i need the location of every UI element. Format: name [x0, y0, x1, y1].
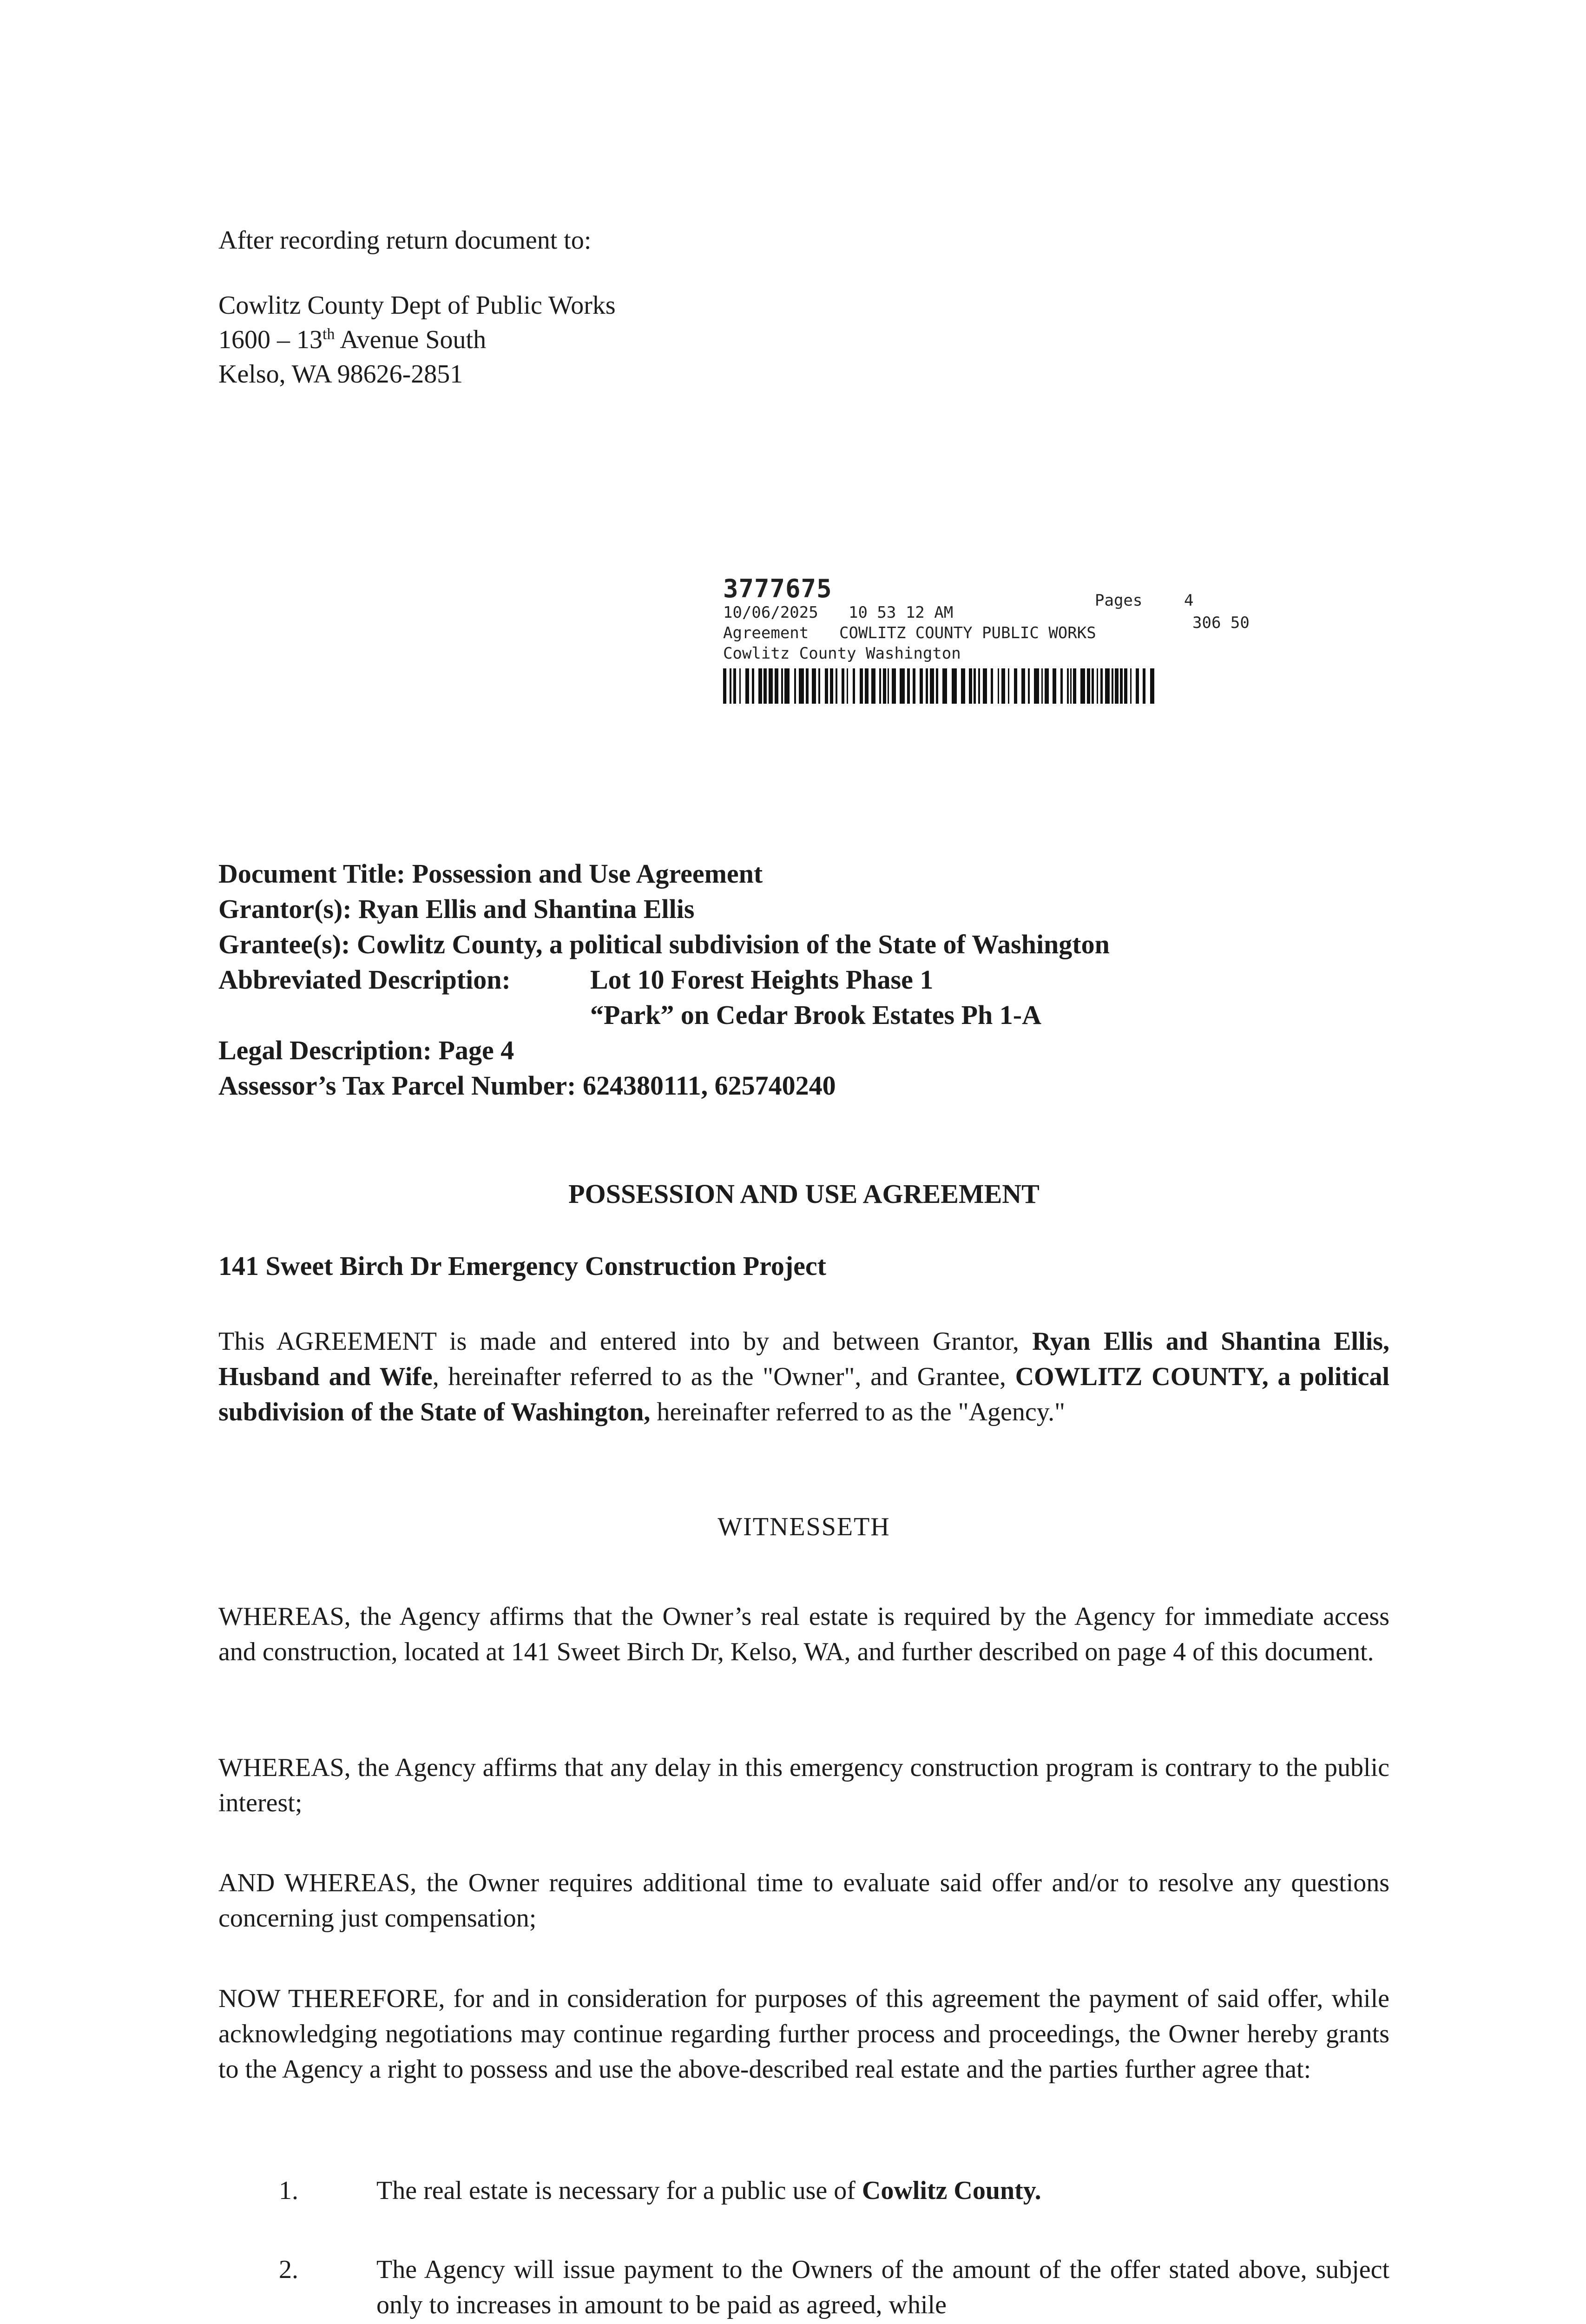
- barcode-bar: [1112, 668, 1113, 704]
- barcode-bar: [812, 668, 816, 704]
- pages-value: 4: [1184, 591, 1194, 610]
- barcode-bar: [1087, 668, 1090, 704]
- barcode-bar: [1008, 668, 1009, 704]
- barcode-bar: [1034, 668, 1039, 704]
- barcode-bar: [1080, 668, 1085, 704]
- return-address-block: [218, 223, 616, 391]
- return-line-2: 1600 – 13th Avenue South: [218, 325, 487, 354]
- recording-county: Cowlitz County Washington: [723, 644, 961, 663]
- barcode-bar: [1143, 668, 1145, 704]
- project-name: 141 Sweet Birch Dr Emergency Construction Project: [218, 1251, 826, 1281]
- barcode-bar: [799, 668, 804, 704]
- barcode-bar: [784, 668, 790, 704]
- barcode-bar: [1070, 668, 1072, 704]
- barcode-bar: [942, 668, 947, 704]
- barcode-bar: [907, 668, 910, 704]
- recording-party: COWLITZ COUNTY PUBLIC WORKS: [839, 624, 1096, 642]
- barcode-bar: [1092, 668, 1094, 704]
- barcode-bar: [926, 668, 928, 704]
- barcode-bar: [888, 668, 889, 704]
- agreement-title: POSSESSION AND USE AGREEMENT: [568, 1179, 1040, 1209]
- list-item-number: 1.: [279, 2176, 298, 2205]
- abbreviated-description-line: [218, 962, 1427, 997]
- grantor-line: Grantor(s): Ryan Ellis and Shantina Ellis: [218, 894, 695, 924]
- barcode-bar: [952, 668, 957, 704]
- barcode-bar: [836, 668, 837, 704]
- barcode-bar: [961, 668, 965, 704]
- recording-date: 10/06/2025: [723, 603, 818, 622]
- barcode-bar: [978, 668, 980, 704]
- barcode-bar: [830, 668, 833, 704]
- barcode-bar: [723, 668, 726, 704]
- barcode-bar: [745, 668, 749, 704]
- barcode-bar: [892, 668, 896, 704]
- barcode-bar: [1130, 668, 1132, 704]
- recording-stamp: [723, 574, 1250, 664]
- barcode-bar: [1060, 668, 1063, 704]
- list-item-text: The real estate is necessary for a public use of Cowlitz County.: [376, 2176, 1041, 2205]
- barcode-bar: [865, 668, 869, 704]
- barcode-bar: [730, 668, 731, 704]
- barcode-bar: [758, 668, 762, 704]
- barcode-bar: [1041, 668, 1043, 704]
- doc-type: Agreement: [723, 624, 809, 642]
- barcode-bar: [1115, 668, 1119, 704]
- recording-fee: 306 50: [1192, 614, 1250, 632]
- barcode-bar: [974, 668, 976, 704]
- barcode-bar: [879, 668, 881, 704]
- barcode-bar: [983, 668, 987, 704]
- barcode-bar: [763, 668, 767, 704]
- now-therefore-paragraph: NOW THEREFORE, for and in consideration for purposes of this agreement the payment of said offer, while acknowledging negotiations may continue regarding further process and proceedings, the Owner hereby grants to the Agency a right to possess and use the above-described real estate and the parties further agree that:: [218, 1984, 1389, 2084]
- instrument-number: 3777675: [723, 574, 832, 603]
- barcode-bar: [900, 668, 905, 704]
- barcode-bar: [794, 668, 796, 704]
- return-line-3: Kelso, WA 98626-2851: [218, 360, 463, 389]
- return-line-1: Cowlitz County Dept of Public Works: [218, 291, 616, 320]
- barcode-bar: [1136, 668, 1139, 704]
- barcode-bar: [769, 668, 773, 704]
- abbreviated-description-value-2: “Park” on Cedar Brook Estates Ph 1-A: [590, 1000, 1041, 1030]
- barcode-bar: [913, 668, 915, 704]
- barcode-bar: [739, 668, 741, 704]
- barcode-bar: [1100, 668, 1103, 704]
- barcode-bar: [1097, 668, 1098, 704]
- barcode-bar: [1053, 668, 1056, 704]
- list-item-number: 2.: [279, 2255, 298, 2284]
- barcode-bar: [1045, 668, 1049, 704]
- intro-paragraph: This AGREEMENT is made and entered into by and between Grantor, Ryan Ellis and Shantina Ellis, Husband and Wife, hereinafter referred to as the "Owner", and Grantee, COWLITZ COUNTY, a political subdivision of the State of Washington, hereinafter referred to as the "Agency.": [218, 1327, 1390, 1426]
- whereas-paragraph-2: WHEREAS, the Agency affirms that any delay in this emergency construction program is contrary to the public interest;: [218, 1753, 1389, 1817]
- whereas-paragraph-1: WHEREAS, the Agency affirms that the Owner’s real estate is required by the Agency for immediate access and construction, located at 141 Sweet Birch Dr, Kelso, WA, and further described on page 4 of this document.: [218, 1602, 1389, 1666]
- abbreviated-description-line-2: [218, 997, 1427, 1033]
- barcode-bar: [1124, 668, 1127, 704]
- barcode-bar: [1073, 668, 1076, 704]
- barcode-bar: [733, 668, 736, 704]
- barcode-bar: [818, 668, 820, 704]
- barcode-bar: [1120, 668, 1123, 704]
- barcode-bar: [752, 668, 754, 704]
- barcode-bar: [1014, 668, 1017, 704]
- barcode-bar: [998, 668, 999, 704]
- barcode-bar: [842, 668, 844, 704]
- barcode-bar: [991, 668, 993, 704]
- witnesseth-heading: WITNESSETH: [717, 1512, 890, 1541]
- whereas-paragraph-3: AND WHEREAS, the Owner requires additional time to evaluate said offer and/or to resolve any questions concerning just compensation;: [218, 1868, 1389, 1933]
- barcode-bar: [883, 668, 886, 704]
- parcel-number-line: Assessor’s Tax Parcel Number: 624380111, 625740240: [218, 1070, 836, 1101]
- abbreviated-description-label: Abbreviated Description:: [218, 964, 511, 995]
- barcode-bar: [930, 668, 934, 704]
- barcode-bar: [847, 668, 848, 704]
- barcode-bar: [936, 668, 938, 704]
- barcode-bar: [781, 668, 783, 704]
- barcode-bar: [1150, 668, 1154, 704]
- barcode-bar: [1105, 668, 1110, 704]
- list-item-text: The Agency will issue payment to the Owners of the amount of the offer stated above, subject only to increases in amount to be paid as agreed, while: [376, 2255, 1389, 2319]
- barcode-bar: [969, 668, 972, 704]
- document-header: [218, 856, 1427, 1103]
- barcode-bar: [806, 668, 809, 704]
- barcode-bar: [920, 668, 923, 704]
- recording-time: 10 53 12 AM: [849, 603, 954, 622]
- barcode-bar: [1021, 668, 1025, 704]
- legal-description-line: Legal Description: Page 4: [218, 1035, 514, 1065]
- pages-label: Pages: [1095, 591, 1143, 610]
- barcode-bar: [775, 668, 778, 704]
- barcode-bar: [860, 668, 863, 704]
- abbreviated-description-value-1: Lot 10 Forest Heights Phase 1: [590, 964, 934, 995]
- barcode-bar: [853, 668, 855, 704]
- document-title-line: Document Title: Possession and Use Agreement: [218, 858, 763, 889]
- barcode-bar: [1001, 668, 1005, 704]
- barcode-bar: [825, 668, 828, 704]
- barcode-bar: [871, 668, 875, 704]
- return-heading: After recording return document to:: [218, 226, 592, 255]
- barcode-bar: [1028, 668, 1030, 704]
- grantee-line: Grantee(s): Cowlitz County, a political subdivision of the State of Washington: [218, 929, 1110, 959]
- barcode-bar: [1067, 668, 1069, 704]
- recording-barcode: [723, 668, 1165, 704]
